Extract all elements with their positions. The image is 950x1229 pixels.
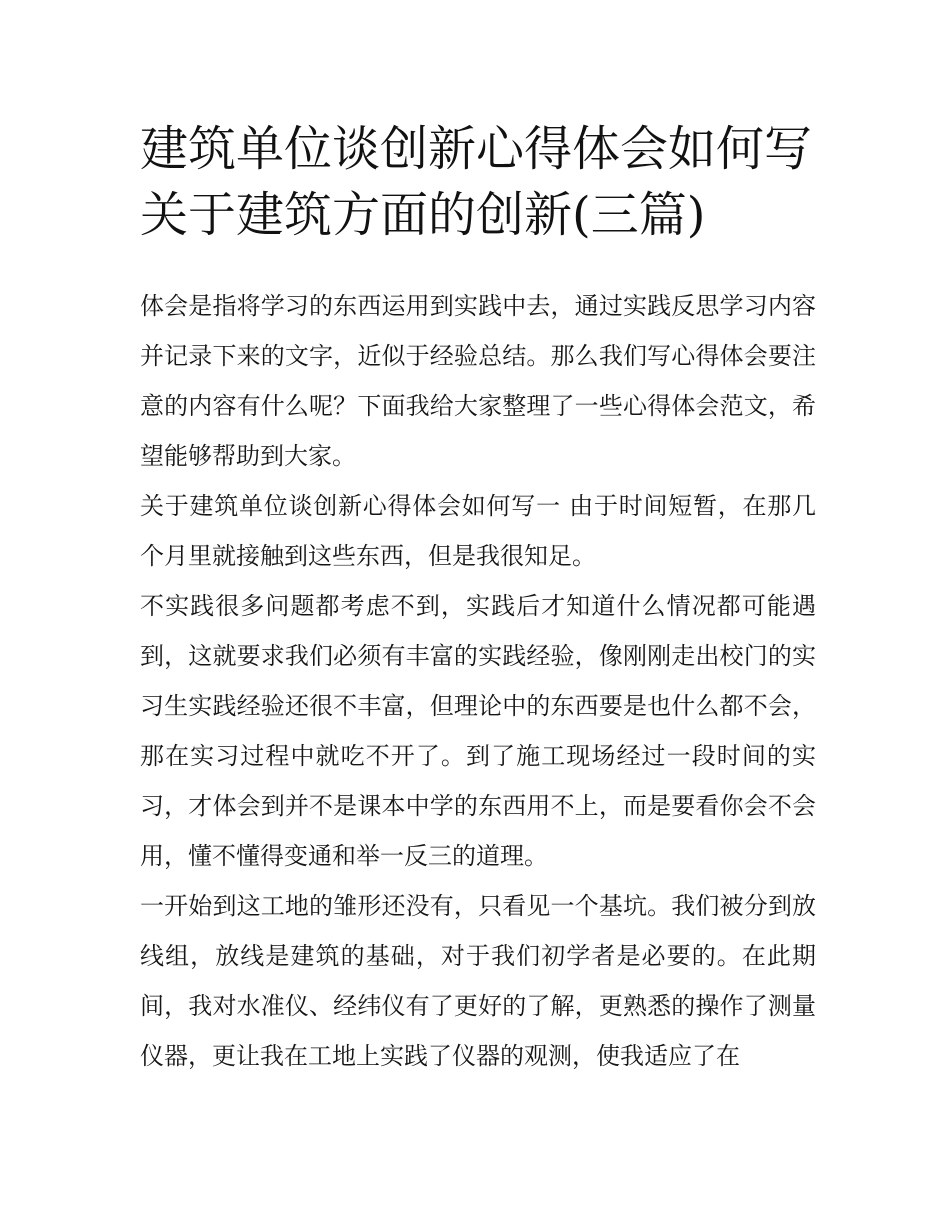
document-title: 建筑单位谈创新心得体会如何写 关于建筑方面的创新(三篇) [140,121,813,243]
paragraph-section-one: 关于建筑单位谈创新心得体会如何写一 由于时间短暂，在那几个月里就接触到这些东西，但是我很知足。 [140,492,816,570]
paragraph-practice: 不实践很多问题都考虑不到，实践后才知道什么情况都可能遇到，这就要求我们必须有丰富的实践经验，像刚刚走出校门的实习生实践经验还很不丰富，但理论中的东西要是也什么都不会，那在实习过程中就吃不开了。到了施工现场经过一段时间的实习，才体会到并不是课本中学的东西用不上，而是要看你会不会用，懂不懂得变通和举一反三的道理。 [140,592,816,870]
paragraph-site: 一开始到这工地的雏形还没有，只看见一个基坑。我们被分到放线组，放线是建筑的基础，对于我们初学者是必要的。在此期间，我对水准仪、经纬仪有了更好的了解，更熟悉的操作了测量仪器，更让我在工地上实践了仪器的观测，使我适应了在 [140,892,816,1070]
document-body [140,281,816,1081]
paragraph-intro: 体会是指将学习的东西运用到实践中去，通过实践反思学习内容并记录下来的文字，近似于经验总结。那么我们写心得体会要注意的内容有什么呢？下面我给大家整理了一些心得体会范文，希望能够帮助到大家。 [140,292,816,470]
